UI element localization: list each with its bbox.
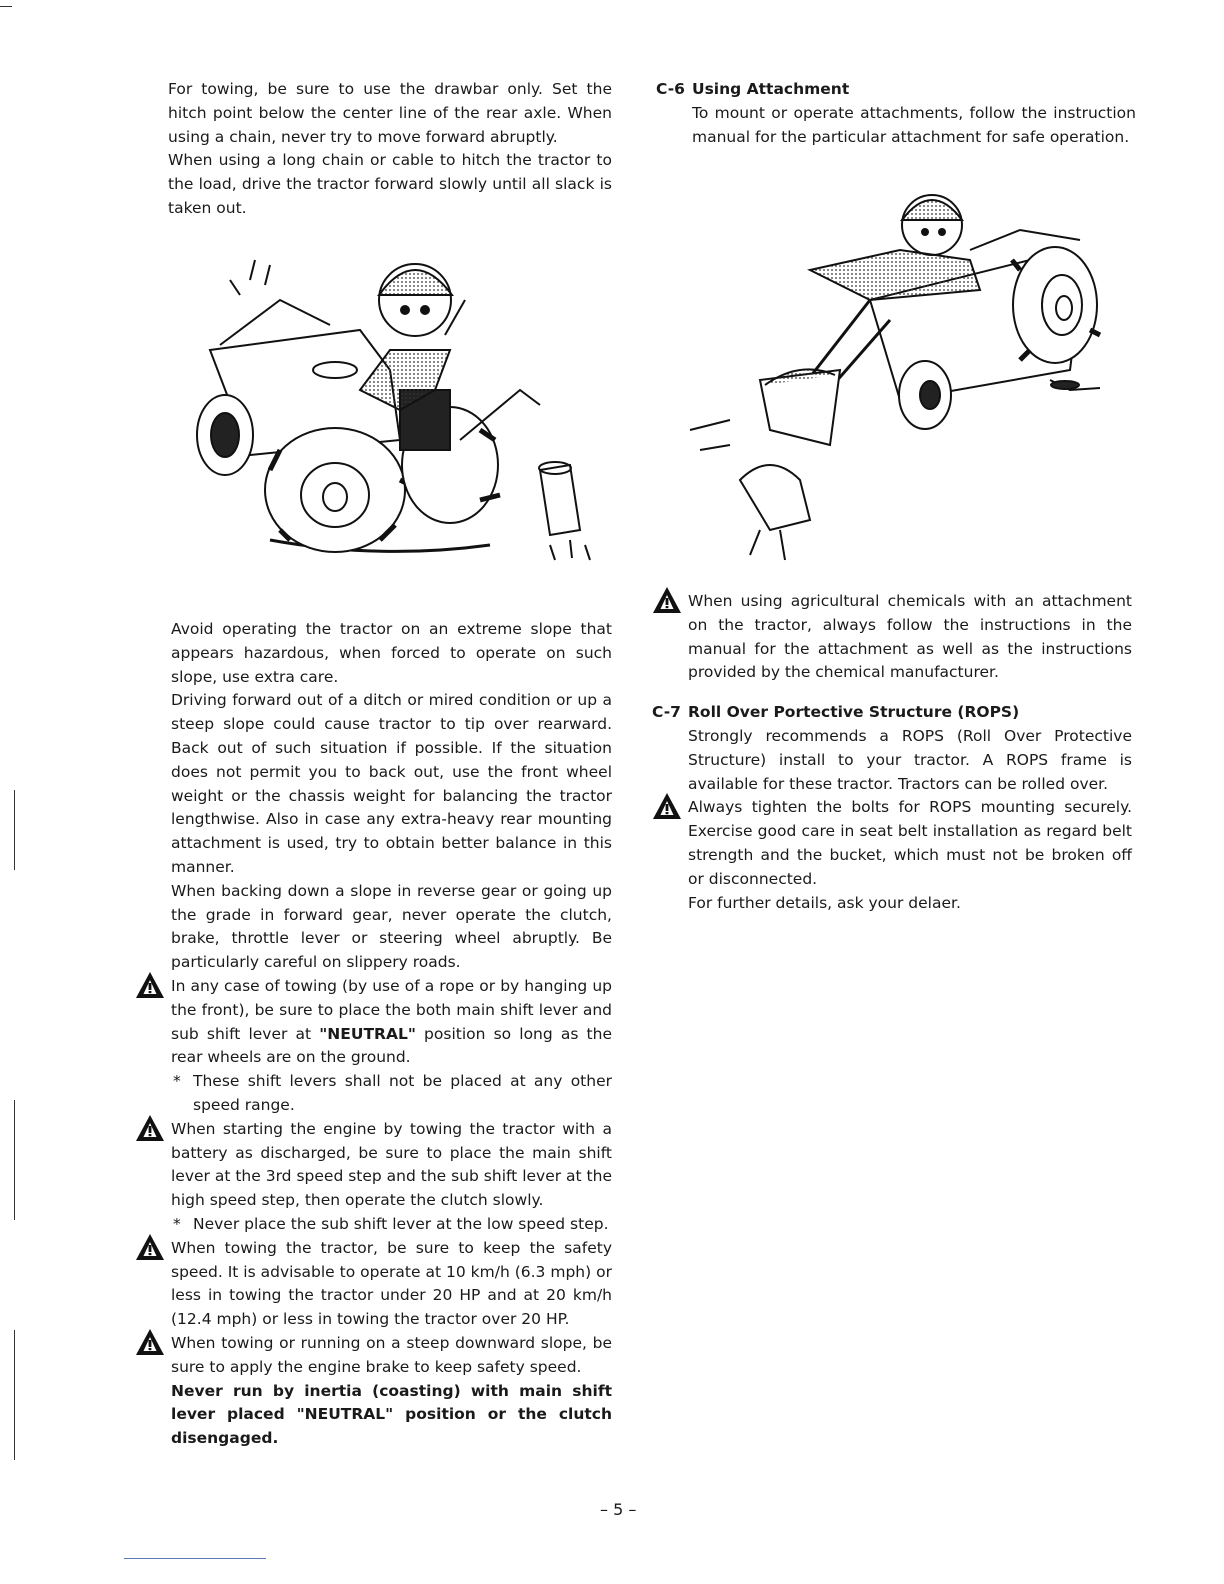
towing-intro-section — [168, 78, 612, 221]
slope-paragraph-3: When backing down a slope in reverse gear or going up the grade in forward gear, never operate the clutch, brake, throttle lever or steering wheel abruptly. Be particularly careful on slippery roads. — [171, 881, 612, 972]
using-attachment-section — [656, 78, 1136, 149]
low-speed-note-text: Never place the sub shift lever at the low speed step. — [193, 1214, 609, 1233]
c7-body-3: For further details, ask your delaer. — [688, 893, 961, 912]
engine-start-warning-text: When starting the engine by towing the tractor with a battery as discharged, be sure to place the main shift lever at the 3rd speed step and the sub shift lever at the high speed step, then operate the clutch slowly. — [171, 1119, 612, 1210]
scan-edge-mark — [14, 1330, 15, 1460]
towing-paragraph-1: For towing, be sure to use the drawbar only. Set the hitch point below the center line of the rear axle. When using a chain, never try to move forward abruptly. — [168, 80, 612, 146]
towing-speed-warning-text: When towing the tractor, be sure to keep the safety speed. It is advisable to operate at 10 km/h (6.3 mph) or less in towing the tractor under 20 HP and at 20 km/h (12.4 mph) or less in towing the tractor over 20 HP. — [171, 1238, 612, 1329]
c7-body-2: Always tighten the bolts for ROPS mounting securely. Exercise good care in seat belt installation as regard belt strength and the bucket, which must not be broken off or disconnected. — [688, 798, 1132, 888]
warning-triangle-icon — [652, 586, 682, 614]
c6-body: To mount or operate attachments, follow the instruction manual for the particular attachment for safe operation. — [692, 103, 1136, 146]
tractor-cartoon-illustration — [160, 240, 620, 580]
chemicals-warning — [652, 590, 1132, 685]
shift-lever-note-text: These shift levers shall not be placed at any other speed range. — [193, 1072, 612, 1114]
tractor-loader-cartoon-illustration — [670, 180, 1140, 570]
towing-neutral-warning — [171, 975, 612, 1070]
footer-rule — [124, 1558, 266, 1559]
warning-triangle-icon — [652, 792, 682, 820]
slope-paragraph-1: Avoid operating the tractor on an extreme slope that appears hazardous, when forced to operate on such slope, use extra care. — [171, 620, 612, 686]
warning-text-start: In any case of towing (by use of a rope or by hanging up the front), be sure to place the both main shift lever and sub shift lever at — [171, 976, 612, 1043]
low-speed-note — [171, 1213, 612, 1237]
asterisk-mark: * — [173, 1214, 181, 1233]
scan-edge-mark — [0, 6, 12, 7]
coasting-warning-bold: Never run by inertia (coasting) with main shift lever placed "NEUTRAL" position or the clutch disengaged. — [171, 1381, 612, 1448]
towing-paragraph-2: When using a long chain or cable to hitch the tractor to the load, drive the tractor forward slowly until all slack is taken out. — [168, 151, 612, 217]
c6-number: C-6 — [656, 80, 685, 98]
c6-title: Using Attachment — [692, 80, 850, 98]
slope-and-towing-section — [171, 618, 612, 1451]
shift-lever-note — [171, 1070, 612, 1118]
downward-slope-warning-text: When towing or running on a steep downward slope, be sure to apply the engine brake to keep safety speed. — [171, 1333, 612, 1376]
c6-heading — [656, 78, 1136, 102]
c7-body-1: Strongly recommends a ROPS (Roll Over Protective Structure) install to your tractor. A ROPS frame is available for these tractor. Tractors can be rolled over. — [688, 726, 1132, 793]
rops-bolts-warning — [652, 796, 1132, 891]
downward-slope-warning — [171, 1332, 612, 1451]
warning-triangle-icon — [135, 1114, 165, 1142]
warning-triangle-icon — [135, 971, 165, 999]
c7-title: Roll Over Portective Structure (ROPS) — [688, 703, 1020, 722]
warning-text-end: position so long as the rear wheels are on the ground. — [171, 1024, 612, 1067]
engine-start-warning — [171, 1118, 612, 1213]
c7-heading — [652, 701, 1132, 725]
page-number: – 5 – — [600, 1500, 637, 1519]
scan-edge-mark — [14, 790, 15, 870]
neutral-label: "NEUTRAL" — [319, 1024, 416, 1043]
warning-triangle-icon — [135, 1328, 165, 1356]
chemicals-and-rops-section — [652, 590, 1132, 915]
towing-speed-warning — [171, 1237, 612, 1332]
slope-paragraph-2: Driving forward out of a ditch or mired condition or up a steep slope could cause tractor to tip over rearward. Back out of such situation if possible. If the situation does not permit you to back out, use the front wheel weight or the chassis weight for balancing the tractor lengthwise. Also in case any extra-heavy rear mounting attachment is used, try to obtain better balance in this manner. — [171, 691, 612, 876]
c7-number: C-7 — [652, 703, 681, 722]
scan-edge-mark — [14, 1100, 15, 1220]
chemicals-warning-text: When using agricultural chemicals with an attachment on the tractor, always follow the instructions in the manual for the attachment as well as the instructions provided by the chemical manufacturer. — [688, 592, 1132, 682]
warning-triangle-icon — [135, 1233, 165, 1261]
asterisk-mark: * — [173, 1072, 181, 1091]
